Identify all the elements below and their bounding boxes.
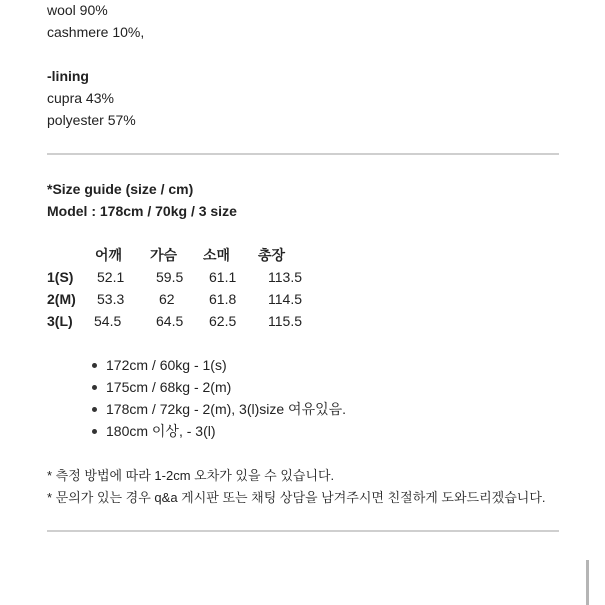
lining-line-polyester: polyester 57% (47, 112, 136, 128)
table-cell: 53.3 (97, 291, 125, 307)
size-guide-heading: *Size guide (size / cm) (47, 181, 194, 197)
table-cell: 54.5 (94, 313, 122, 329)
bullet-icon (92, 385, 97, 390)
lining-line-cupra: cupra 43% (47, 90, 114, 106)
note-inquiry: * 문의가 있는 경우 q&a 게시판 또는 채팅 상담을 남겨주시면 친절하게 도와드리겠습니다. (47, 490, 546, 505)
table-cell: 61.8 (209, 291, 237, 307)
list-item: 172cm / 60kg - 1(s) (106, 357, 227, 373)
column-header-sleeve: 소매 (203, 247, 231, 263)
section-divider (47, 530, 559, 532)
table-cell: 61.1 (209, 269, 237, 285)
table-cell: 62.5 (209, 313, 237, 329)
list-item: 178cm / 72kg - 2(m), 3(l)size 여유있음. (106, 401, 347, 417)
column-header-shoulder: 어깨 (95, 247, 123, 263)
row-label-size-2: 2(M) (47, 291, 76, 307)
column-header-chest: 가슴 (150, 247, 178, 263)
row-label-size-1: 1(S) (47, 269, 74, 285)
bullet-icon (92, 407, 97, 412)
table-cell: 62 (159, 291, 175, 307)
table-cell: 114.5 (268, 291, 302, 307)
table-cell: 64.5 (156, 313, 184, 329)
bullet-icon (92, 363, 97, 368)
material-line-cashmere: cashmere 10%, (47, 24, 145, 40)
table-cell: 52.1 (97, 269, 125, 285)
row-label-size-3: 3(L) (47, 313, 73, 329)
bullet-icon (92, 429, 97, 434)
scrollbar-thumb[interactable] (586, 560, 589, 605)
section-divider (47, 153, 559, 155)
note-measurement: * 측정 방법에 따라 1-2cm 오차가 있을 수 있습니다. (47, 468, 335, 483)
list-item: 175cm / 68kg - 2(m) (106, 379, 232, 395)
table-cell: 115.5 (268, 313, 302, 329)
material-line-wool: wool 90% (47, 2, 108, 18)
table-cell: 59.5 (156, 269, 184, 285)
column-header-length: 총장 (258, 247, 286, 263)
model-info: Model : 178cm / 70kg / 3 size (47, 203, 237, 219)
lining-heading: -lining (47, 68, 89, 84)
table-cell: 113.5 (268, 269, 302, 285)
list-item: 180cm 이상, - 3(l) (106, 423, 216, 439)
